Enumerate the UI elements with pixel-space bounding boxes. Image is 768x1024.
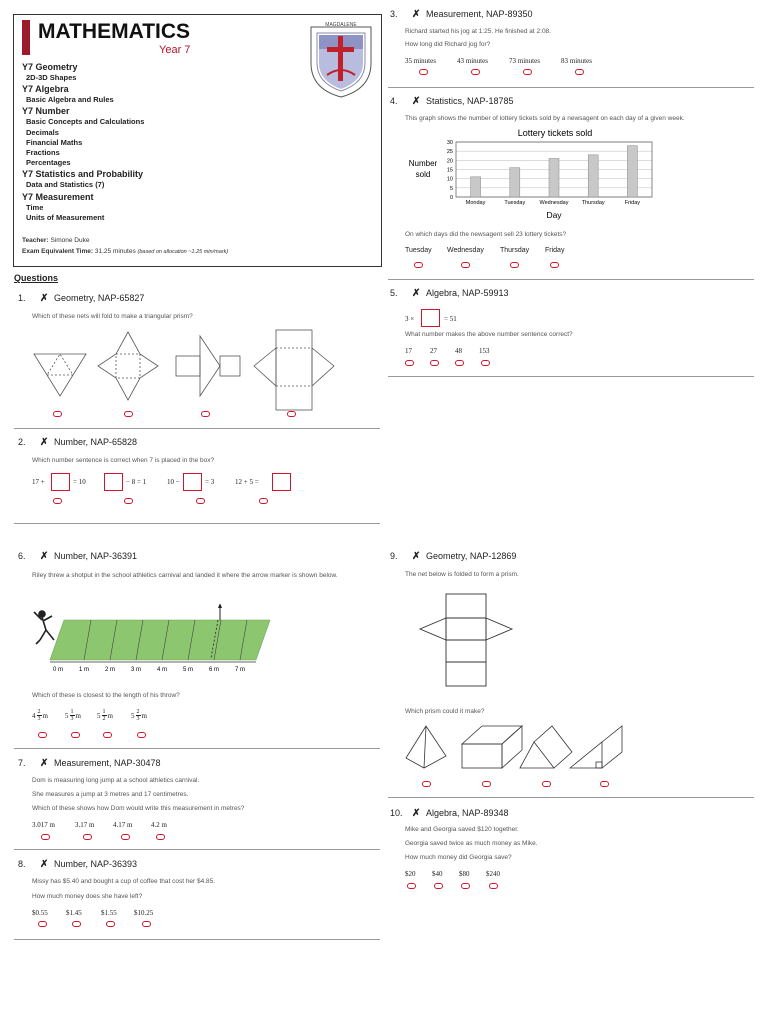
q6-option-a-bubble[interactable] xyxy=(38,732,47,738)
prism-c xyxy=(520,742,554,768)
q8-option-d-bubble[interactable] xyxy=(142,921,151,927)
q6-option xyxy=(131,709,147,722)
q7-option-a-bubble[interactable] xyxy=(41,834,50,840)
q9-cross-icon: ✗ xyxy=(412,551,421,562)
q5-text: What number makes the above number sentence correct? xyxy=(405,331,573,338)
teacher-name: Simone Duke xyxy=(50,237,90,244)
divider xyxy=(14,428,380,429)
q8-header xyxy=(18,859,137,870)
topic-subitem: Units of Measurement xyxy=(26,212,105,222)
x-tick-label: Thursday xyxy=(581,200,605,206)
q9-header xyxy=(390,551,516,562)
q7-opt-b: 3.17 m xyxy=(75,821,95,829)
q5-eq-left: 3 × xyxy=(405,315,415,323)
q6-option xyxy=(65,709,81,722)
crest-text: MAGDALENE xyxy=(325,22,357,28)
q8-text-1: Missy has $5.40 and bought a cup of coffee that cost her $4.85. xyxy=(32,878,216,885)
q4-number: 4. xyxy=(390,96,398,106)
q8-opt-c: $1.55 xyxy=(101,909,117,917)
school-crest-icon xyxy=(305,19,377,99)
q1-nets-figure xyxy=(28,326,338,418)
q1-number: 1. xyxy=(18,293,26,303)
whole: 5 xyxy=(97,711,101,720)
net-d xyxy=(276,330,312,410)
numerator: 1 xyxy=(70,709,74,715)
q2-opt4-box xyxy=(272,473,291,491)
divider xyxy=(388,797,754,798)
whole: 5 xyxy=(131,711,135,720)
q5-opt-a: 17 xyxy=(405,347,412,355)
q1-header xyxy=(18,293,144,304)
prism-d xyxy=(570,742,602,768)
q7-header xyxy=(18,758,161,769)
q5-opt-d: 153 xyxy=(479,347,490,355)
bar xyxy=(471,177,481,197)
whole: 4 xyxy=(32,711,36,720)
distance-tick-label: 2 m xyxy=(104,667,116,673)
q1-option-a-bubble[interactable] xyxy=(53,411,62,417)
q6-throw-figure xyxy=(30,604,280,676)
q1-option-c-bubble[interactable] xyxy=(201,411,210,417)
distance-tick-label: 0 m xyxy=(52,667,64,673)
distance-tick-label: 5 m xyxy=(182,667,194,673)
y-tick-label: 15 xyxy=(446,167,453,174)
q6-header xyxy=(18,551,137,562)
q9-option-d-bubble[interactable] xyxy=(600,781,609,787)
q2-opt3-right: = 3 xyxy=(205,478,215,486)
q2-header xyxy=(18,437,137,448)
distance-tick-label: 4 m xyxy=(156,667,168,673)
q4-question: On which days did the newsagent sell 23 lottery tickets? xyxy=(405,231,567,238)
chart-title: Lottery tickets sold xyxy=(517,128,593,138)
athlete-icon xyxy=(34,611,54,644)
y-axis-label: Number sold xyxy=(408,159,438,179)
q9-question: Which prism could it make? xyxy=(405,708,485,715)
q8-option-a-bubble[interactable] xyxy=(38,921,47,927)
bar xyxy=(510,168,520,197)
q9-option-c-bubble[interactable] xyxy=(542,781,551,787)
topic-subitem: Fractions xyxy=(26,148,60,157)
q2-option-b-bubble[interactable] xyxy=(124,498,133,504)
q6-number: 6. xyxy=(18,551,26,561)
questions-heading: Questions xyxy=(14,273,59,283)
q4-option-d-bubble[interactable] xyxy=(550,262,559,268)
q1-title: Geometry, NAP-65827 xyxy=(54,293,145,303)
bar xyxy=(549,159,559,198)
q9-number: 9. xyxy=(390,551,398,561)
q2-opt1-box xyxy=(51,473,70,491)
numerator: 1 xyxy=(102,709,106,715)
q3-text-2: How long did Richard jog for? xyxy=(405,41,491,48)
q10-cross-icon: ✗ xyxy=(412,808,421,819)
topic-heading: Y7 Measurement xyxy=(22,191,94,202)
q4-text: This graph shows the number of lottery tickets sold by a newsagent on each day of a given week. xyxy=(405,115,685,122)
numerator: 2 xyxy=(37,709,41,715)
denominator: 3 xyxy=(136,716,140,722)
distance-tick-label: 1 m xyxy=(78,667,90,673)
q8-opt-b: $1.45 xyxy=(66,909,82,917)
net-c xyxy=(176,356,200,376)
topic-heading: Y7 Geometry xyxy=(22,62,78,72)
unit: m xyxy=(141,711,147,720)
x-tick-label: Friday xyxy=(624,200,641,206)
bar xyxy=(627,146,637,197)
q10-opt-c: $80 xyxy=(459,870,470,878)
q7-cross-icon: ✗ xyxy=(40,758,49,769)
q10-header xyxy=(390,808,509,819)
q10-option-d-bubble[interactable] xyxy=(489,883,498,889)
divider xyxy=(14,523,380,524)
q3-opt-c: 73 minutes xyxy=(509,57,540,65)
q4-title: Statistics, NAP-18785 xyxy=(426,96,514,106)
q10-number: 10. xyxy=(390,808,403,818)
q10-text-1: Mike and Georgia saved $120 together. xyxy=(405,826,519,833)
q3-opt-b: 43 minutes xyxy=(457,57,488,65)
q4-option-b-bubble[interactable] xyxy=(461,262,470,268)
q2-number: 2. xyxy=(18,437,26,447)
q3-option-d-bubble[interactable] xyxy=(575,69,584,75)
topic-subitem: Basic Algebra and Rules xyxy=(26,95,114,105)
q6-option xyxy=(32,709,48,722)
q2-opt2-right: − 8 = 1 xyxy=(126,478,147,486)
q10-text-2: Georgia saved twice as much money as Mike. xyxy=(405,840,538,847)
q3-option-a-bubble[interactable] xyxy=(419,69,428,75)
divider xyxy=(388,87,754,88)
q2-title: Number, NAP-65828 xyxy=(54,437,138,447)
q6-text: Riley threw a shotput in the school athletics carnival and landed it where the arrow marker is shown below. xyxy=(32,572,338,579)
distance-tick-label: 6 m xyxy=(208,667,220,673)
denominator: 2 xyxy=(102,716,106,722)
q4-opt-d: Friday xyxy=(545,247,565,254)
fraction xyxy=(70,709,75,722)
q7-title: Measurement, NAP-30478 xyxy=(54,758,161,768)
prism-b xyxy=(462,726,522,744)
q7-option-c-bubble[interactable] xyxy=(121,834,130,840)
denominator: 3 xyxy=(70,716,74,722)
q8-cross-icon: ✗ xyxy=(40,859,49,870)
q9-net-figure xyxy=(410,586,530,696)
q3-option-b-bubble[interactable] xyxy=(471,69,480,75)
q4-opt-a: Tuesday xyxy=(405,247,432,254)
q2-opt1-left: 17 + xyxy=(32,478,45,486)
topic-subitem: 2D-3D Shapes xyxy=(26,73,77,82)
time-line xyxy=(22,248,228,255)
numerator: 2 xyxy=(136,709,140,715)
teacher-label: Teacher: xyxy=(22,237,49,244)
fraction xyxy=(102,709,107,722)
q5-option-c-bubble[interactable] xyxy=(455,360,464,366)
q3-opt-d: 83 minutes xyxy=(561,57,592,65)
q4-bar-chart xyxy=(400,124,660,224)
q6-option-c-bubble[interactable] xyxy=(103,732,112,738)
q7-text-3: Which of these shows how Dom would write this measurement in metres? xyxy=(32,805,245,812)
q2-option-a-bubble[interactable] xyxy=(53,498,62,504)
q4-header xyxy=(390,96,514,107)
q8-number: 8. xyxy=(18,859,26,869)
q8-opt-d: $10.25 xyxy=(134,909,154,917)
q4-option-c-bubble[interactable] xyxy=(510,262,519,268)
q6-question: Which of these is closest to the length of his throw? xyxy=(32,692,180,699)
net-b xyxy=(98,332,158,400)
q3-text-1: Richard started his jog at 1:25. He finished at 2:08. xyxy=(405,28,551,35)
q10-title: Algebra, NAP-89348 xyxy=(426,808,509,818)
x-tick-label: Wednesday xyxy=(539,200,569,206)
topic-heading: Y7 Number xyxy=(22,106,70,117)
q6-option-b-bubble[interactable] xyxy=(71,732,80,738)
q10-option-b-bubble[interactable] xyxy=(434,883,443,889)
fraction xyxy=(37,709,42,722)
time-label: Exam Equivalent Time: xyxy=(22,248,94,255)
y-tick-label: 10 xyxy=(446,176,453,183)
q2-cross-icon: ✗ xyxy=(40,437,49,448)
q10-text-3: How much money did Georgia save? xyxy=(405,854,512,861)
q6-title: Number, NAP-36391 xyxy=(54,551,138,561)
q1-text: Which of these nets will fold to make a triangular prism? xyxy=(32,313,193,320)
q5-opt-b: 27 xyxy=(430,347,437,355)
y-tick-label: 5 xyxy=(449,185,453,192)
q8-text-2: How much money does she have left? xyxy=(32,893,143,900)
q10-option-c-bubble[interactable] xyxy=(461,883,470,889)
q7-option-b-bubble[interactable] xyxy=(83,834,92,840)
q2-opt2-box xyxy=(104,473,123,491)
q8-option-c-bubble[interactable] xyxy=(106,921,115,927)
fraction xyxy=(136,709,141,722)
denominator: 3 xyxy=(37,716,41,722)
divider xyxy=(14,849,380,850)
topic-subitem: Time xyxy=(26,202,44,212)
x-tick-label: Monday xyxy=(465,200,486,206)
q5-header xyxy=(390,288,509,299)
topic-subitem: Financial Maths xyxy=(26,137,83,147)
q5-cross-icon: ✗ xyxy=(412,288,421,299)
page-title: MATHEMATICS xyxy=(38,20,191,43)
topic-subitem: Percentages xyxy=(26,158,71,168)
q7-text-1: Dom is measuring long jump at a school athletics carnival. xyxy=(32,777,200,784)
q4-opt-b: Wednesday xyxy=(447,247,484,254)
q7-option-d-bubble[interactable] xyxy=(156,834,165,840)
time-note: (based on allocation ~1.25 min/mark) xyxy=(137,249,229,255)
topic-heading: Y7 Algebra xyxy=(22,84,69,95)
q2-option-d-bubble[interactable] xyxy=(259,498,268,504)
q9-title: Geometry, NAP-12869 xyxy=(426,551,517,561)
q2-opt4-left: 12 + 5 = xyxy=(235,478,259,486)
q10-option-a-bubble[interactable] xyxy=(407,883,416,889)
q2-option-c-bubble[interactable] xyxy=(196,498,205,504)
distance-tick-label: 7 m xyxy=(234,667,246,673)
time-value: 31.25 minutes xyxy=(94,248,136,255)
q2-opt1-right: = 10 xyxy=(73,478,86,486)
y-tick-label: 25 xyxy=(446,149,453,156)
q9-option-a-bubble[interactable] xyxy=(422,781,431,787)
topic-subitem: Basic Concepts and Calculations xyxy=(26,117,145,127)
y-tick-label: 30 xyxy=(446,140,453,146)
unit: m xyxy=(107,711,113,720)
divider xyxy=(14,939,380,940)
q1-option-b-bubble[interactable] xyxy=(124,411,133,417)
q5-number: 5. xyxy=(390,288,398,298)
q5-answer-box xyxy=(421,309,440,327)
q6-option-d-bubble[interactable] xyxy=(137,732,146,738)
q9-prisms-figure xyxy=(402,722,632,772)
q7-number: 7. xyxy=(18,758,26,768)
q7-opt-a: 3.017 m xyxy=(32,821,55,829)
topic-subitem: Decimals xyxy=(26,127,59,137)
q7-opt-c: 4.17 m xyxy=(113,821,133,829)
topic-heading: Y7 Statistics and Probability xyxy=(22,169,144,180)
q4-opt-c: Thursday xyxy=(500,247,530,254)
unit: m xyxy=(42,711,48,720)
q9-option-b-bubble[interactable] xyxy=(482,781,491,787)
q8-opt-a: $0.55 xyxy=(32,909,48,917)
x-axis-label: Day xyxy=(546,210,562,220)
q5-option-a-bubble[interactable] xyxy=(405,360,414,366)
q2-opt3-left: 10 − xyxy=(167,478,180,486)
q8-title: Number, NAP-36393 xyxy=(54,859,138,869)
unit: m xyxy=(75,711,81,720)
q10-opt-b: $40 xyxy=(432,870,443,878)
q3-option-c-bubble[interactable] xyxy=(523,69,532,75)
divider xyxy=(388,279,754,280)
q7-text-2: She measures a jump at 3 metres and 17 centimetres. xyxy=(32,791,189,798)
q4-cross-icon: ✗ xyxy=(412,96,421,107)
q2-opt3-box xyxy=(183,473,202,491)
q5-title: Algebra, NAP-59913 xyxy=(426,288,509,298)
q6-cross-icon: ✗ xyxy=(40,551,49,562)
q3-header xyxy=(390,9,533,20)
bar xyxy=(588,155,598,197)
q5-opt-c: 48 xyxy=(455,347,462,355)
q8-option-b-bubble[interactable] xyxy=(72,921,81,927)
title-bar xyxy=(22,20,30,55)
divider xyxy=(14,748,380,749)
q5-eq-right: = 51 xyxy=(444,315,457,323)
year-label: Year 7 xyxy=(159,44,191,56)
q5-option-d-bubble[interactable] xyxy=(481,360,490,366)
q9-text: The net below is folded to form a prism. xyxy=(405,571,519,578)
q6-option xyxy=(97,709,113,722)
q3-opt-a: 35 minutes xyxy=(405,57,436,65)
q10-opt-a: $20 xyxy=(405,870,416,878)
topic-subitem: Data and Statistics (7) xyxy=(26,180,105,190)
q3-cross-icon: ✗ xyxy=(412,9,421,20)
x-tick-label: Tuesday xyxy=(504,200,526,206)
q4-option-a-bubble[interactable] xyxy=(414,262,423,268)
q5-option-b-bubble[interactable] xyxy=(430,360,439,366)
y-tick-label: 20 xyxy=(446,158,453,165)
q7-opt-d: 4.2 m xyxy=(151,821,167,829)
q1-cross-icon: ✗ xyxy=(40,293,49,304)
divider xyxy=(388,376,754,377)
q3-title: Measurement, NAP-89350 xyxy=(426,9,533,19)
distance-tick-label: 3 m xyxy=(130,667,142,673)
y-tick-label: 0 xyxy=(449,195,453,201)
q1-option-d-bubble[interactable] xyxy=(287,411,296,417)
q10-opt-d: $240 xyxy=(486,870,500,878)
q2-text: Which number sentence is correct when 7 is placed in the box? xyxy=(32,457,215,464)
whole: 5 xyxy=(65,711,69,720)
teacher-line xyxy=(22,237,89,244)
q3-number: 3. xyxy=(390,9,398,19)
